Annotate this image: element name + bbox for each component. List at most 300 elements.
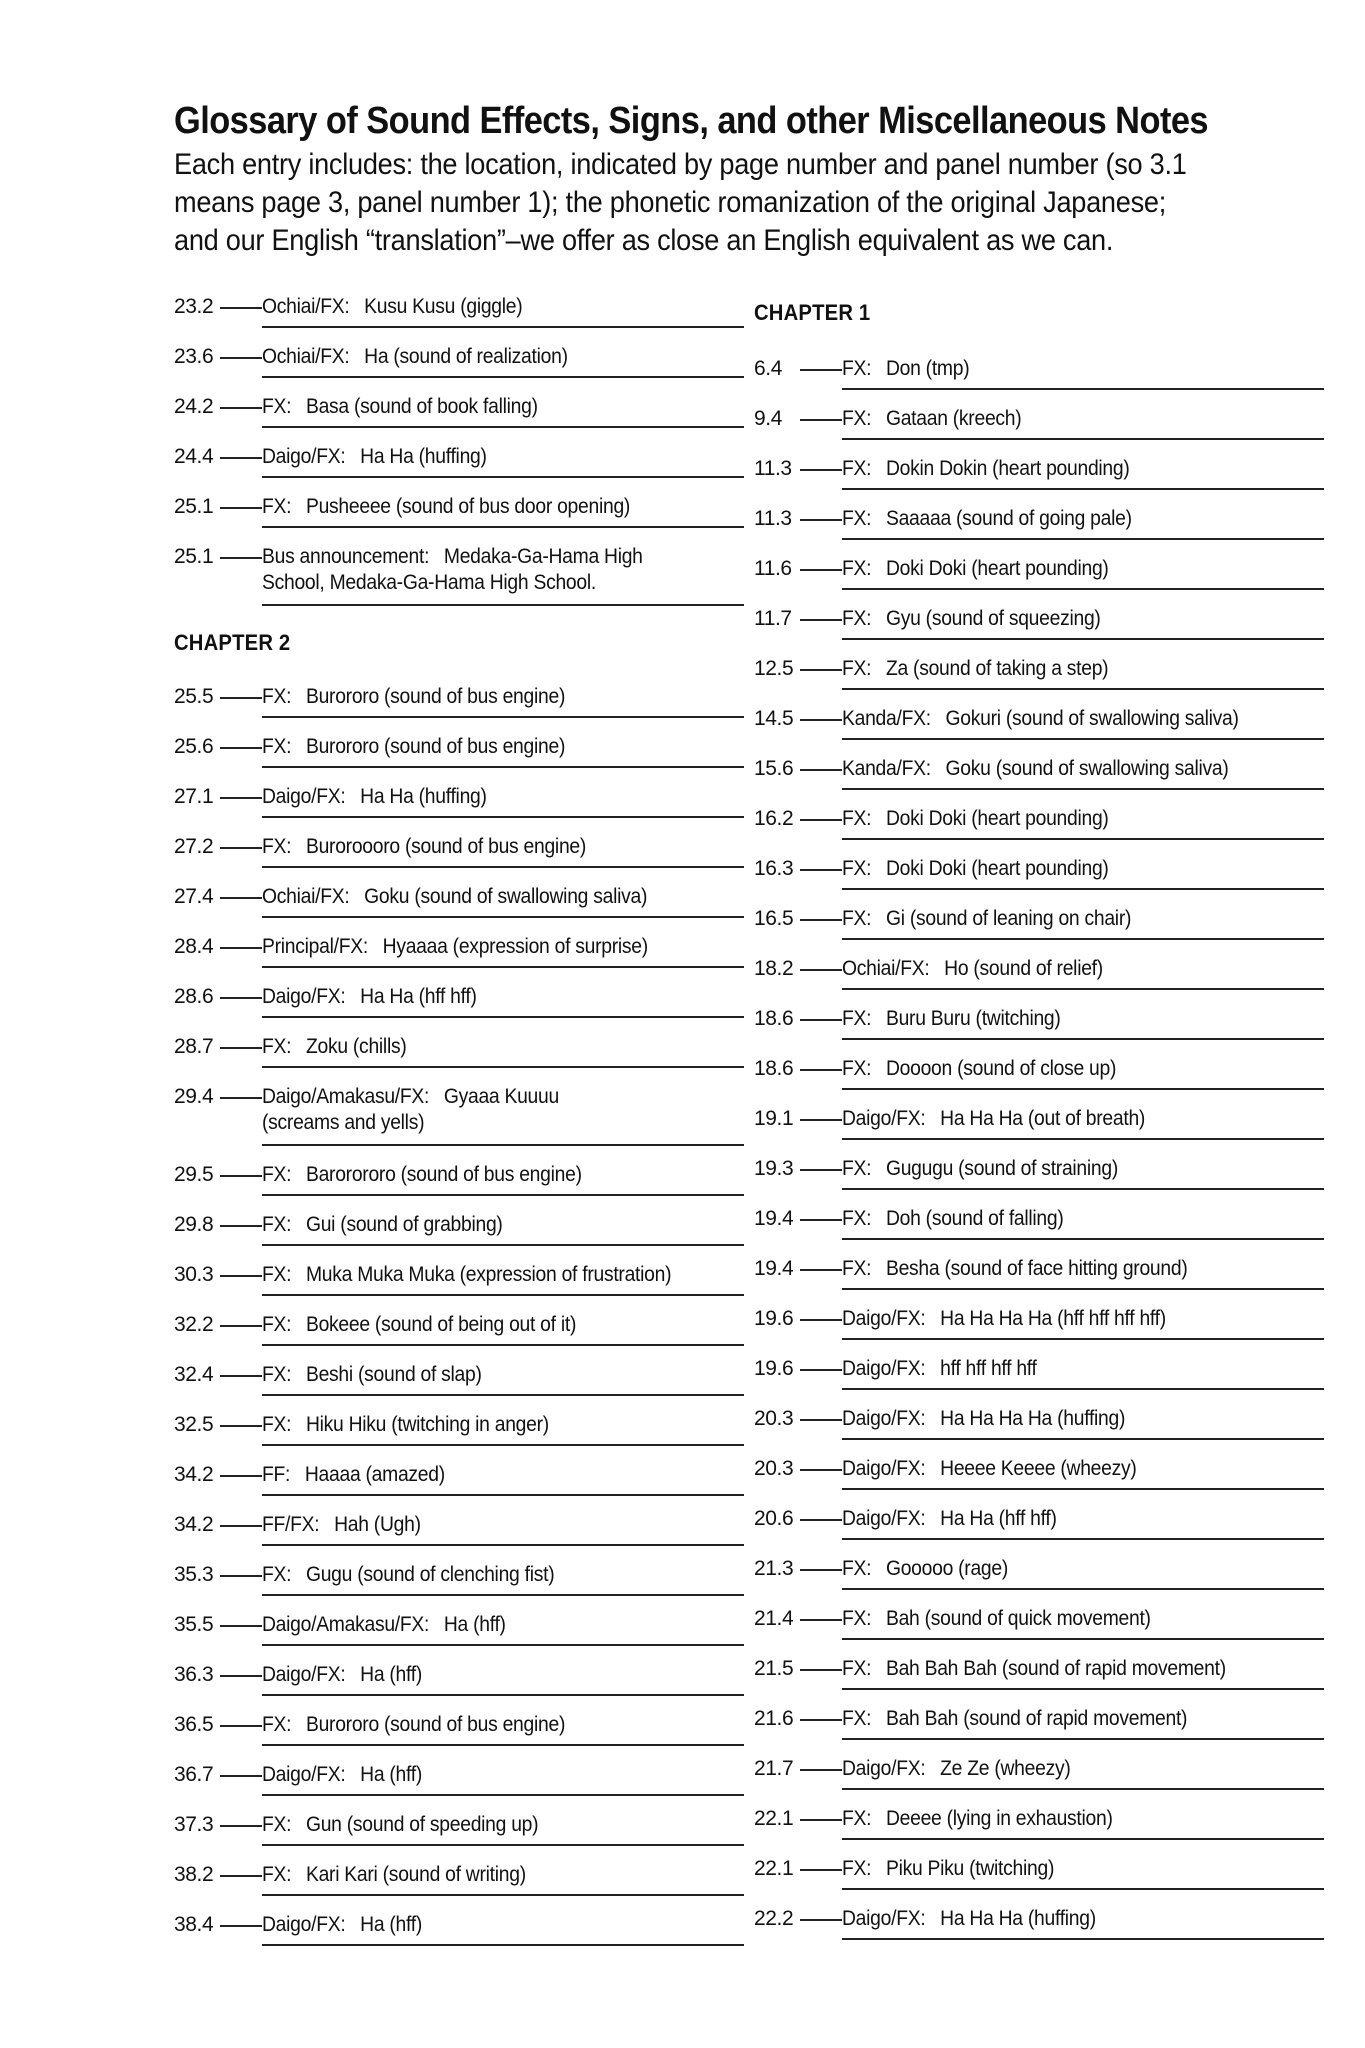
entry-location: 9.4	[754, 407, 782, 430]
glossary-entry	[754, 356, 1274, 406]
entry-dash	[220, 797, 262, 799]
glossary-entry	[174, 734, 694, 784]
entry-body	[262, 684, 746, 710]
entry-location: 19.3	[754, 1157, 794, 1180]
entry-text: Ha Ha (hff hff)	[360, 985, 477, 1008]
entry-underline	[842, 788, 1324, 790]
entry-body	[842, 1106, 1326, 1132]
entry-underline	[842, 1688, 1324, 1690]
glossary-entry	[174, 1162, 694, 1212]
entry-underline	[262, 1544, 744, 1546]
glossary-entry	[754, 1756, 1274, 1806]
entry-dash	[800, 1169, 842, 1171]
entry-underline	[262, 716, 744, 718]
entry-speaker: FX:	[842, 1557, 872, 1580]
entry-body	[262, 1084, 746, 1136]
entry-location: 20.3	[754, 1407, 794, 1430]
glossary-entry	[174, 1084, 694, 1162]
entry-dash	[800, 669, 842, 671]
entry-dash	[800, 1019, 842, 1021]
glossary-entry	[174, 1462, 694, 1512]
glossary-entry	[754, 706, 1274, 756]
entry-text: Gooooo (rage)	[885, 1557, 1009, 1580]
entry-underline	[842, 1538, 1324, 1540]
glossary-entry	[754, 556, 1274, 606]
entry-location: 25.1	[174, 545, 214, 568]
glossary-entry	[754, 656, 1274, 706]
entry-location: 22.1	[754, 1857, 794, 1880]
glossary-entry	[174, 1662, 694, 1712]
glossary-entry	[754, 1456, 1274, 1506]
right-column	[754, 294, 1274, 1956]
entry-dash	[220, 1475, 262, 1477]
entry-speaker: FX:	[262, 495, 292, 518]
entry-body	[262, 1662, 746, 1688]
entry-text: Kusu Kusu (giggle)	[364, 295, 523, 318]
entry-underline	[842, 888, 1324, 890]
entry-body	[262, 494, 746, 520]
entry-underline	[842, 838, 1324, 840]
entry-text: Gyaaa Kuuuu	[443, 1085, 559, 1108]
entry-speaker: FX:	[262, 1813, 292, 1836]
glossary-entry	[174, 1362, 694, 1412]
entry-speaker: FX:	[842, 1057, 872, 1080]
entry-body	[262, 544, 746, 596]
entry-underline	[842, 1638, 1324, 1640]
entry-text: Doki Doki (heart pounding)	[885, 557, 1109, 580]
entry-body	[842, 1206, 1326, 1232]
entry-body	[842, 1556, 1326, 1582]
entry-underline	[842, 1388, 1324, 1390]
entry-body	[262, 444, 746, 470]
entry-dash	[800, 1069, 842, 1071]
entry-text: Medaka-Ga-Hama High	[443, 545, 643, 568]
entry-location: 19.4	[754, 1257, 794, 1280]
entry-text: Don (tmp)	[885, 357, 970, 380]
entry-dash	[800, 519, 842, 521]
entry-speaker: Daigo/FX:	[842, 1457, 926, 1480]
entry-speaker: FX:	[842, 357, 872, 380]
entry-location: 32.4	[174, 1363, 214, 1386]
entry-dash	[220, 407, 262, 409]
entry-speaker: Ochiai/FX:	[842, 957, 930, 980]
entry-underline	[262, 1694, 744, 1696]
entry-dash	[800, 969, 842, 971]
glossary-entry	[754, 756, 1274, 806]
entry-speaker: Ochiai/FX:	[262, 295, 350, 318]
entry-underline	[262, 1644, 744, 1646]
entry-location: 29.8	[174, 1213, 214, 1236]
entry-location: 36.5	[174, 1713, 214, 1736]
entry-location: 18.2	[754, 957, 794, 980]
entry-location: 36.3	[174, 1663, 214, 1686]
entry-location: 28.4	[174, 935, 214, 958]
entry-speaker: Daigo/FX:	[262, 1663, 346, 1686]
entry-text: Hah (Ugh)	[334, 1513, 421, 1536]
entry-dash	[800, 919, 842, 921]
entry-dash	[220, 897, 262, 899]
entry-speaker: Daigo/FX:	[262, 785, 346, 808]
entry-text: Burororo (sound of bus engine)	[305, 1713, 566, 1736]
entry-underline	[842, 588, 1324, 590]
entry-text: Dokin Dokin (heart pounding)	[885, 457, 1130, 480]
entry-speaker: Daigo/FX:	[842, 1357, 926, 1380]
entry-text: hff hff hff hff	[940, 1357, 1037, 1380]
entry-underline	[842, 1038, 1324, 1040]
entry-speaker: Daigo/FX:	[842, 1907, 926, 1930]
entry-body	[842, 1356, 1326, 1382]
entry-location: 28.7	[174, 1035, 214, 1058]
chapter-heading: CHAPTER 2	[174, 630, 291, 655]
glossary-entry	[754, 1006, 1274, 1056]
entry-body	[842, 1656, 1326, 1682]
entry-speaker: FX:	[842, 1857, 872, 1880]
glossary-entry	[754, 1356, 1274, 1406]
glossary-entry	[174, 934, 694, 984]
entry-location: 24.2	[174, 395, 214, 418]
entry-body	[842, 1606, 1326, 1632]
entry-location: 23.6	[174, 345, 214, 368]
entry-body	[842, 1256, 1326, 1282]
entry-body	[262, 1712, 746, 1738]
entry-speaker: FX:	[842, 557, 872, 580]
entry-speaker: FX:	[262, 1363, 292, 1386]
glossary-entry	[174, 1034, 694, 1084]
entry-speaker: Kanda/FX:	[842, 757, 931, 780]
entry-dash	[220, 997, 262, 999]
entry-underline	[842, 738, 1324, 740]
entry-location: 21.3	[754, 1557, 794, 1580]
entry-location: 21.5	[754, 1657, 794, 1680]
entry-location: 21.6	[754, 1707, 794, 1730]
entry-speaker: FX:	[262, 1035, 292, 1058]
entry-speaker: FX:	[262, 395, 292, 418]
entry-location: 23.2	[174, 295, 214, 318]
entry-speaker: FX:	[262, 1563, 292, 1586]
entry-text: Barorororo (sound of bus engine)	[305, 1163, 582, 1186]
entry-dash	[220, 357, 262, 359]
entry-text: Besha (sound of face hitting ground)	[885, 1257, 1188, 1280]
entry-dash	[220, 1925, 262, 1927]
entry-text: Gyu (sound of squeezing)	[885, 607, 1101, 630]
entry-location: 11.3	[754, 507, 792, 530]
entry-dash	[220, 1875, 262, 1877]
entry-text: Buroroooro (sound of bus engine)	[305, 835, 587, 858]
entry-body	[262, 294, 746, 320]
chapter1-entries	[754, 356, 1274, 1956]
entry-text: Za (sound of taking a step)	[885, 657, 1109, 680]
entry-underline	[842, 1488, 1324, 1490]
entry-dash	[800, 1469, 842, 1471]
entry-speaker: Daigo/FX:	[842, 1307, 926, 1330]
entry-text: Ha Ha Ha Ha (huffing)	[940, 1407, 1126, 1430]
entry-location: 14.5	[754, 707, 794, 730]
glossary-entry	[754, 956, 1274, 1006]
entry-body	[842, 356, 1326, 382]
entry-text: Ze Ze (wheezy)	[940, 1757, 1071, 1780]
entry-text: Haaaa (amazed)	[304, 1463, 445, 1486]
entry-text: Gui (sound of grabbing)	[305, 1213, 503, 1236]
entry-text: Ho (sound of relief)	[944, 957, 1103, 980]
glossary-entry	[174, 834, 694, 884]
entry-text: Hiku Hiku (twitching in anger)	[305, 1413, 549, 1436]
glossary-entry	[754, 906, 1274, 956]
entry-dash	[220, 947, 262, 949]
entry-location: 15.6	[754, 757, 794, 780]
entry-text: Bah Bah (sound of rapid movement)	[885, 1707, 1188, 1730]
entry-body	[842, 756, 1326, 782]
entry-body	[262, 344, 746, 370]
entry-body	[842, 1506, 1326, 1532]
entry-location: 20.6	[754, 1507, 794, 1530]
entry-text: Bah Bah Bah (sound of rapid movement)	[885, 1657, 1226, 1680]
entry-underline	[842, 1238, 1324, 1240]
entry-underline	[262, 1894, 744, 1896]
entry-speaker: FX:	[262, 1713, 292, 1736]
glossary-entry	[174, 984, 694, 1034]
glossary-entry	[754, 1106, 1274, 1156]
entry-dash	[800, 1769, 842, 1771]
entry-speaker: Daigo/FX:	[262, 1913, 346, 1936]
entry-speaker: FX:	[842, 507, 872, 530]
entry-text: Gataan (kreech)	[885, 407, 1022, 430]
entry-underline	[262, 1244, 744, 1246]
entry-body	[842, 1806, 1326, 1832]
entry-text-continued: School, Medaka-Ga-Hama High School.	[262, 571, 596, 594]
entry-text: Ha Ha (huffing)	[360, 445, 487, 468]
entry-body	[262, 1562, 746, 1588]
entry-dash	[220, 507, 262, 509]
entry-location: 6.4	[754, 357, 782, 380]
entry-underline	[842, 438, 1324, 440]
entry-body	[842, 1456, 1326, 1482]
entry-location: 25.1	[174, 495, 214, 518]
entry-underline	[842, 1288, 1324, 1290]
glossary-entry	[174, 1912, 694, 1962]
entry-dash	[800, 1869, 842, 1871]
glossary-entry	[174, 1212, 694, 1262]
glossary-entry	[174, 1512, 694, 1562]
entry-dash	[800, 1319, 842, 1321]
entry-body	[262, 1462, 746, 1488]
entry-dash	[800, 1569, 842, 1571]
entry-dash	[800, 369, 842, 371]
entry-text: Ha Ha (huffing)	[360, 785, 487, 808]
entry-underline	[262, 1594, 744, 1596]
entry-dash	[220, 557, 262, 559]
entry-underline	[842, 1138, 1324, 1140]
entry-speaker: FX:	[262, 1263, 292, 1286]
entry-speaker: FX:	[842, 1007, 872, 1030]
entry-speaker: Daigo/FX:	[842, 1407, 926, 1430]
entry-speaker: FX:	[842, 857, 872, 880]
entry-text: Hyaaaa (expression of surprise)	[382, 935, 648, 958]
entry-text: Saaaaa (sound of going pale)	[885, 507, 1132, 530]
entry-dash	[800, 619, 842, 621]
entry-underline	[842, 988, 1324, 990]
intro-paragraph	[174, 146, 1234, 260]
entry-speaker: FF:	[262, 1463, 291, 1486]
entry-location: 29.5	[174, 1163, 214, 1186]
entry-location: 25.6	[174, 735, 214, 758]
entry-dash	[220, 847, 262, 849]
entry-underline	[262, 526, 744, 528]
entry-speaker: FX:	[262, 1213, 292, 1236]
glossary-entry	[174, 344, 694, 394]
entry-speaker: FX:	[842, 1707, 872, 1730]
glossary-entry	[754, 1906, 1274, 1956]
entry-underline	[842, 688, 1324, 690]
entry-body	[842, 956, 1326, 982]
glossary-entry	[174, 884, 694, 934]
entry-text: Doooon (sound of close up)	[885, 1057, 1117, 1080]
entry-body	[842, 1906, 1326, 1932]
entry-dash	[220, 1825, 262, 1827]
entry-underline	[262, 1016, 744, 1018]
entry-underline	[262, 1794, 744, 1796]
entry-dash	[800, 1819, 842, 1821]
entry-text: Zoku (chills)	[305, 1035, 407, 1058]
entry-body	[262, 1362, 746, 1388]
glossary-entry	[174, 1562, 694, 1612]
glossary-entry	[174, 1312, 694, 1362]
entry-dash	[800, 1919, 842, 1921]
entry-body	[842, 1156, 1326, 1182]
glossary-entry	[174, 1612, 694, 1662]
entry-dash	[220, 1225, 262, 1227]
entry-location: 32.2	[174, 1313, 214, 1336]
glossary-entry	[754, 806, 1274, 856]
entry-location: 18.6	[754, 1007, 794, 1030]
entry-underline	[262, 376, 744, 378]
entry-speaker: FX:	[842, 807, 872, 830]
entry-body	[842, 806, 1326, 832]
entry-body	[262, 1212, 746, 1238]
entry-location: 30.3	[174, 1263, 214, 1286]
entry-speaker: Daigo/FX:	[842, 1107, 926, 1130]
entry-speaker: FX:	[842, 1607, 872, 1630]
glossary-entry	[754, 406, 1274, 456]
glossary-entry	[174, 394, 694, 444]
glossary-entry	[174, 444, 694, 494]
entry-speaker: FX:	[842, 1207, 872, 1230]
entry-dash	[800, 869, 842, 871]
glossary-entry	[754, 1556, 1274, 1606]
entry-body	[842, 1406, 1326, 1432]
entry-underline	[262, 1294, 744, 1296]
entry-location: 20.3	[754, 1457, 794, 1480]
entry-text: Ha Ha Ha (huffing)	[940, 1907, 1096, 1930]
entry-body	[842, 1856, 1326, 1882]
entry-underline	[262, 766, 744, 768]
entry-location: 19.4	[754, 1207, 794, 1230]
intro-line: Each entry includes: the location, indicated by page number and panel number (so 3.1	[174, 148, 1187, 181]
entry-location: 35.5	[174, 1613, 214, 1636]
entry-underline	[262, 476, 744, 478]
entry-dash	[220, 457, 262, 459]
glossary-entry	[754, 1056, 1274, 1106]
glossary-entry	[754, 1306, 1274, 1356]
entry-dash	[800, 1369, 842, 1371]
entry-dash	[220, 1275, 262, 1277]
entry-body	[262, 1812, 746, 1838]
entry-body	[262, 784, 746, 810]
glossary-entry	[174, 1262, 694, 1312]
entry-location: 16.3	[754, 857, 794, 880]
entry-text: Beshi (sound of slap)	[305, 1363, 482, 1386]
entry-text: Kari Kari (sound of writing)	[305, 1863, 526, 1886]
entry-text: Gugugu (sound of straining)	[885, 1157, 1119, 1180]
entry-dash	[220, 1675, 262, 1677]
entry-location: 19.6	[754, 1357, 794, 1380]
entry-text: Ha Ha (hff hff)	[940, 1507, 1057, 1530]
entry-speaker: Ochiai/FX:	[262, 345, 350, 368]
entry-location: 11.3	[754, 457, 792, 480]
glossary-entry	[754, 1656, 1274, 1706]
entry-dash	[800, 719, 842, 721]
entry-body	[842, 1706, 1326, 1732]
entry-speaker: FX:	[842, 457, 872, 480]
glossary-entry	[754, 1506, 1274, 1556]
entry-text: Buru Buru (twitching)	[885, 1007, 1061, 1030]
entry-speaker: Daigo/FX:	[842, 1757, 926, 1780]
entry-location: 38.4	[174, 1913, 214, 1936]
entry-speaker: FX:	[262, 1413, 292, 1436]
entry-location: 38.2	[174, 1863, 214, 1886]
entry-text: Bah (sound of quick movement)	[885, 1607, 1151, 1630]
entry-text: Goku (sound of swallowing saliva)	[945, 757, 1229, 780]
entry-dash	[220, 1375, 262, 1377]
entry-dash	[800, 1519, 842, 1521]
entry-body	[262, 1312, 746, 1338]
entry-location: 21.4	[754, 1607, 794, 1630]
glossary-entry	[754, 456, 1274, 506]
entry-underline	[842, 938, 1324, 940]
entry-body	[262, 884, 746, 910]
entry-body	[842, 1056, 1326, 1082]
entry-speaker: FX:	[842, 407, 872, 430]
entry-dash	[800, 1419, 842, 1421]
entry-speaker: FX:	[842, 657, 872, 680]
entry-body	[262, 1262, 746, 1288]
entry-text: Doki Doki (heart pounding)	[885, 857, 1109, 880]
entry-dash	[220, 1725, 262, 1727]
entry-body	[262, 1412, 746, 1438]
entry-underline	[842, 1088, 1324, 1090]
intro-line: means page 3, panel number 1); the phonetic romanization of the original Japanese;	[174, 186, 1166, 219]
entry-text: Burororo (sound of bus engine)	[305, 735, 566, 758]
entry-text: Deeee (lying in exhaustion)	[885, 1807, 1113, 1830]
glossary-entry	[754, 1406, 1274, 1456]
entry-underline	[262, 916, 744, 918]
entry-underline	[262, 1744, 744, 1746]
glossary-entry	[754, 1856, 1274, 1906]
entry-text: Goku (sound of swallowing saliva)	[364, 885, 648, 908]
entry-dash	[220, 1775, 262, 1777]
entry-body	[842, 406, 1326, 432]
entry-underline	[262, 1344, 744, 1346]
entry-underline	[842, 1788, 1324, 1790]
entry-location: 16.2	[754, 807, 794, 830]
entry-underline	[262, 1066, 744, 1068]
entry-dash	[800, 769, 842, 771]
glossary-entry	[174, 1412, 694, 1462]
entry-body	[842, 656, 1326, 682]
entry-underline	[262, 866, 744, 868]
entry-speaker: FX:	[842, 1257, 872, 1280]
entry-underline	[842, 488, 1324, 490]
entry-dash	[800, 1119, 842, 1121]
